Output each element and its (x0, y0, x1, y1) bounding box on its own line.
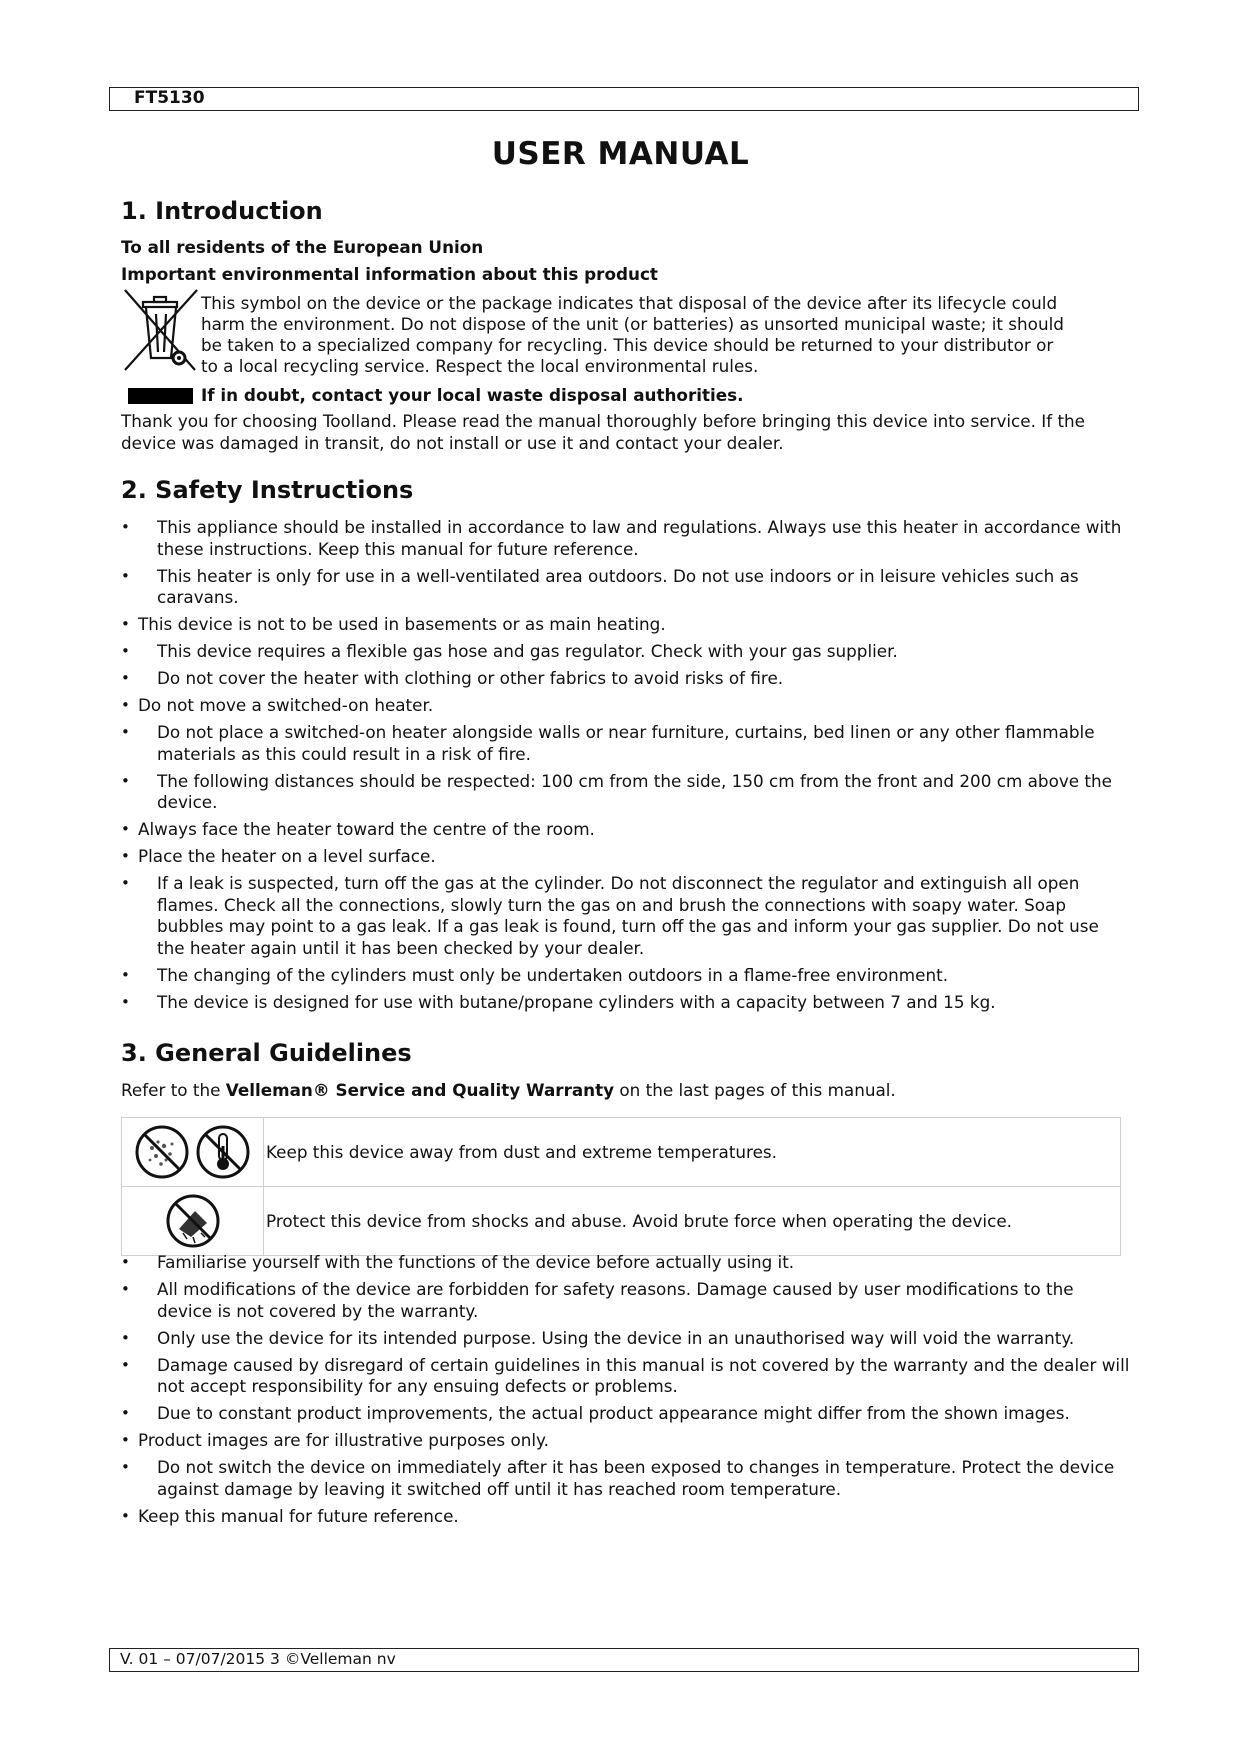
safety-list (121, 517, 1131, 1019)
list-item: • This device is not to be used in basements or as main heating. (121, 614, 1131, 636)
warranty-reference (121, 1080, 1131, 1102)
thanks-paragraph: Thank you for choosing Toolland. Please read the manual thoroughly before bringing this device into service. If the device was damaged in transit, do not install or use it and contact your dealer. (121, 411, 1085, 453)
env-title: Important environmental information about this product (121, 264, 658, 284)
list-item: • The changing of the cylinders must only be undertaken outdoors in a flame-free environment. (121, 965, 1131, 987)
guidelines-table (121, 1117, 1121, 1256)
table-text: Keep this device away from dust and extreme temperatures. (264, 1118, 1121, 1187)
list-item: • The device is designed for use with butane/propane cylinders with a capacity between 7 and 15 kg. (121, 992, 1131, 1014)
list-item: • Only use the device for its intended purpose. Using the device in an unauthorised way will void the warranty. (121, 1328, 1131, 1350)
weee-line: This symbol on the device or the package indicates that disposal of the device after its lifecycle could (201, 293, 1058, 313)
list-item: • Do not switch the device on immediately after it has been exposed to changes in temperature. Protect the device against damage by leaving it switched off until it has reached room temperature. (121, 1457, 1131, 1500)
weee-bar (128, 388, 193, 404)
weee-text (201, 293, 1241, 377)
no-shock-icon (165, 1193, 221, 1249)
no-temperature-icon (195, 1124, 251, 1180)
no-dust-icon (134, 1124, 190, 1180)
list-item: • Damage caused by disregard of certain guidelines in this manual is not covered by the warranty and the dealer will not accept responsibility for any ensuing defects or problems. (121, 1355, 1131, 1398)
guidelines-list (121, 1252, 1131, 1533)
list-item: • Place the heater on a level surface. (121, 846, 1131, 868)
list-item: • Always face the heater toward the centre of the room. (121, 819, 1131, 841)
footer-text: V. 01 – 07/07/2015 3 ©Velleman nv (120, 1650, 396, 1668)
list-item: • Product images are for illustrative purposes only. (121, 1430, 1131, 1452)
header-model-box (109, 87, 1139, 111)
list-item: • This device requires a flexible gas hose and gas regulator. Check with your gas supplier. (121, 641, 1131, 663)
list-item: • Do not move a switched-on heater. (121, 695, 1131, 717)
list-item: • If a leak is suspected, turn off the gas at the cylinder. Do not disconnect the regulator and extinguish all open flames. Check all the connections, slowly turn the gas on and brush the connections with soapy water. Soap bubbles may point to a gas leak. If a gas leak is found, turn off the gas and inform your gas supplier. Do not use the heater again until it has been checked by your dealer. (121, 873, 1131, 959)
model-number: FT5130 (134, 88, 205, 108)
list-item: • The following distances should be respected: 100 cm from the side, 150 cm from the front and 200 cm above the device. (121, 771, 1131, 814)
list-item: • Do not place a switched-on heater alongside walls or near furniture, curtains, bed linen or any other flammable materials as this could result in a risk of fire. (121, 722, 1131, 765)
list-item: • Familiarise yourself with the functions of the device before actually using it. (121, 1252, 1131, 1274)
page-title: USER MANUAL (491, 136, 750, 172)
weee-line: to a local recycling service. Respect the local environmental rules. (201, 356, 759, 376)
footer-box (109, 1648, 1139, 1672)
icon-cell (122, 1187, 264, 1256)
intro-heading: 1. Introduction (121, 197, 323, 225)
list-item: • This appliance should be installed in accordance to law and regulations. Always use this heater in accordance with these instructions. Keep this manual for future reference. (121, 517, 1131, 560)
weee-line: harm the environment. Do not dispose of the unit (or batteries) as unsorted municipal waste; it should (201, 314, 1064, 334)
table-row (122, 1118, 1121, 1187)
table-text: Protect this device from shocks and abuse. Avoid brute force when operating the device. (264, 1187, 1121, 1256)
doubt-notice: If in doubt, contact your local waste disposal authorities. (201, 385, 744, 405)
list-item: • All modifications of the device are forbidden for safety reasons. Damage caused by user modifications to the device is not covered by the warranty. (121, 1279, 1131, 1322)
eu-title: To all residents of the European Union (121, 237, 484, 257)
table-row (122, 1187, 1121, 1256)
weee-bin-icon (121, 288, 201, 374)
icon-cell (122, 1118, 264, 1187)
weee-line: be taken to a specialized company for recycling. This device should be returned to your distributor or (201, 335, 1054, 355)
warranty-name: Velleman® Service and Quality Warranty (225, 1080, 615, 1100)
guidelines-heading: 3. General Guidelines (121, 1039, 412, 1067)
list-item: • Do not cover the heater with clothing or other fabrics to avoid risks of fire. (121, 668, 1131, 690)
safety-heading: 2. Safety Instructions (121, 476, 414, 504)
list-item: • Keep this manual for future reference. (121, 1506, 1131, 1528)
refer-prefix: Refer to the (121, 1080, 226, 1100)
list-item: • Due to constant product improvements, the actual product appearance might differ from the shown images. (121, 1403, 1131, 1425)
refer-suffix: on the last pages of this manual. (614, 1080, 896, 1100)
list-item: • This heater is only for use in a well-ventilated area outdoors. Do not use indoors or in leisure vehicles such as caravans. (121, 566, 1131, 609)
